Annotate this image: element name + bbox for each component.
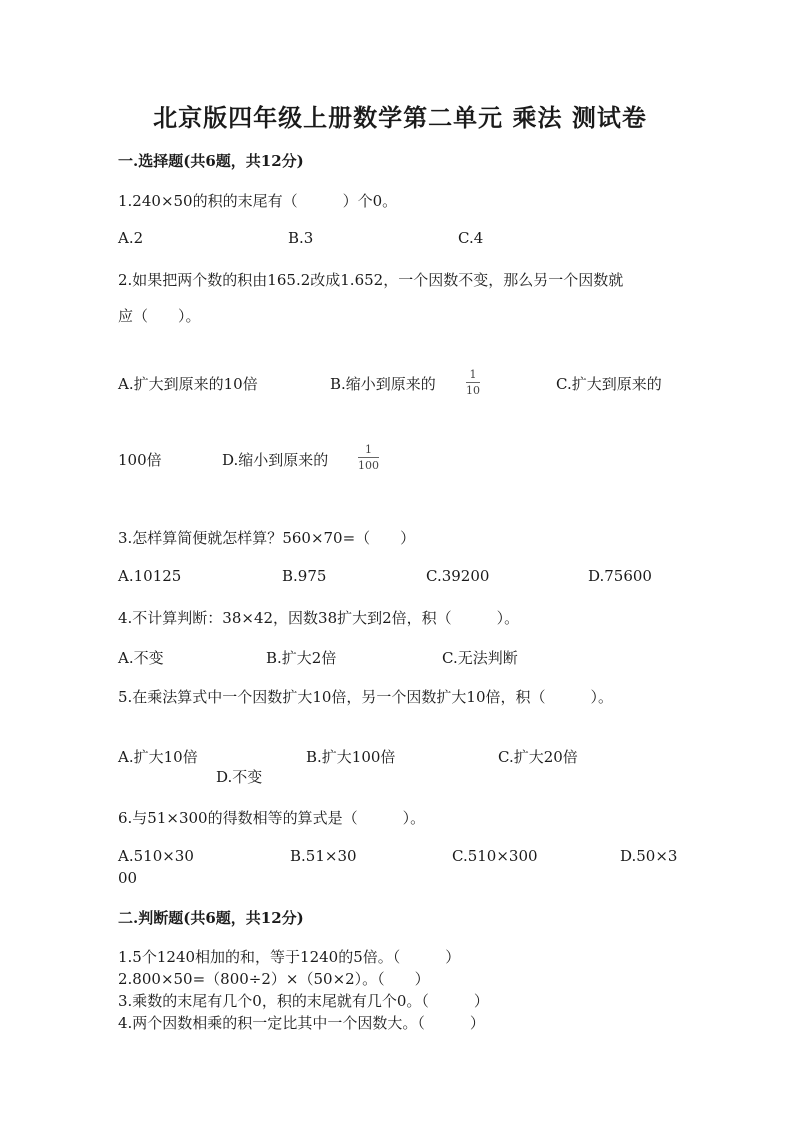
- fraction-denominator: 10: [466, 384, 480, 397]
- judgement-item-1: 1.5个1240相加的和，等于1240的5倍。（ ）: [118, 948, 461, 966]
- question-3-option-b: B.975: [282, 567, 327, 585]
- fraction-bar: [358, 457, 379, 458]
- question-3-option-a: A.10125: [118, 567, 182, 585]
- question-5-text: 5.在乘法算式中一个因数扩大10倍，另一个因数扩大10倍，积（ ）。: [118, 688, 613, 706]
- question-1-option-a: A.2: [118, 229, 144, 247]
- question-6-option-c: C.510×300: [452, 847, 538, 865]
- question-6-option-d-line2: 00: [118, 869, 138, 887]
- question-4-option-c: C.无法判断: [442, 649, 518, 667]
- question-3-text: 3.怎样算简便就怎样算？560×70=（ ）: [118, 529, 416, 547]
- question-2-text-line2: 应（ ）。: [118, 307, 201, 325]
- question-5-option-a: A.扩大10倍: [118, 748, 198, 766]
- question-1-option-b: B.3: [288, 229, 314, 247]
- question-6-option-b: B.51×30: [290, 847, 357, 865]
- fraction-numerator: 1: [469, 368, 477, 381]
- question-4-option-a: A.不变: [118, 649, 164, 667]
- question-4-text: 4.不计算判断：38×42，因数38扩大到2倍，积（ ）。: [118, 609, 520, 627]
- judgement-item-3: 3.乘数的末尾有几个0，积的末尾就有几个0。（ ）: [118, 992, 489, 1010]
- judgement-item-2: 2.800×50=（800÷2）×（50×2）。（ ）: [118, 970, 430, 988]
- section-heading-choice: 一.选择题(共6题，共12分): [118, 152, 304, 170]
- question-2-option-b: B.缩小到原来的: [330, 375, 436, 393]
- question-6-option-d-line1: D.50×3: [620, 847, 678, 865]
- question-5-option-d: D.不变: [216, 768, 263, 786]
- fraction-denominator: 100: [358, 459, 379, 472]
- question-1-text: 1.240×50的积的末尾有（ ）个0。: [118, 192, 398, 210]
- question-2-option-b-fraction: [466, 368, 480, 397]
- question-4-option-b: B.扩大2倍: [266, 649, 337, 667]
- question-3-option-c: C.39200: [426, 567, 490, 585]
- question-2-option-d: D.缩小到原来的: [222, 451, 329, 469]
- question-2-option-c-line2: 100倍: [118, 451, 162, 469]
- question-1-option-c: C.4: [458, 229, 484, 247]
- question-2-option-d-fraction: [358, 443, 379, 472]
- question-5-option-c: C.扩大20倍: [498, 748, 578, 766]
- fraction-numerator: 1: [365, 443, 372, 456]
- question-5-option-b: B.扩大100倍: [306, 748, 396, 766]
- question-2-option-a: A.扩大到原来的10倍: [118, 375, 258, 393]
- question-3-option-d: D.75600: [588, 567, 652, 585]
- section-heading-judgement: 二.判断题(共6题，共12分): [118, 909, 304, 927]
- question-6-option-a: A.510×30: [118, 847, 194, 865]
- question-6-text: 6.与51×300的得数相等的算式是（ ）。: [118, 809, 426, 827]
- question-2-option-c-line1: C.扩大到原来的: [556, 375, 662, 393]
- judgement-item-4: 4.两个因数相乘的积一定比其中一个因数大。（ ）: [118, 1014, 485, 1032]
- question-2-text-line1: 2.如果把两个数的积由165.2改成1.652，一个因数不变，那么另一个因数就: [118, 271, 624, 289]
- page-title: 北京版四年级上册数学第二单元 乘法 测试卷: [153, 103, 647, 132]
- fraction-bar: [466, 382, 480, 383]
